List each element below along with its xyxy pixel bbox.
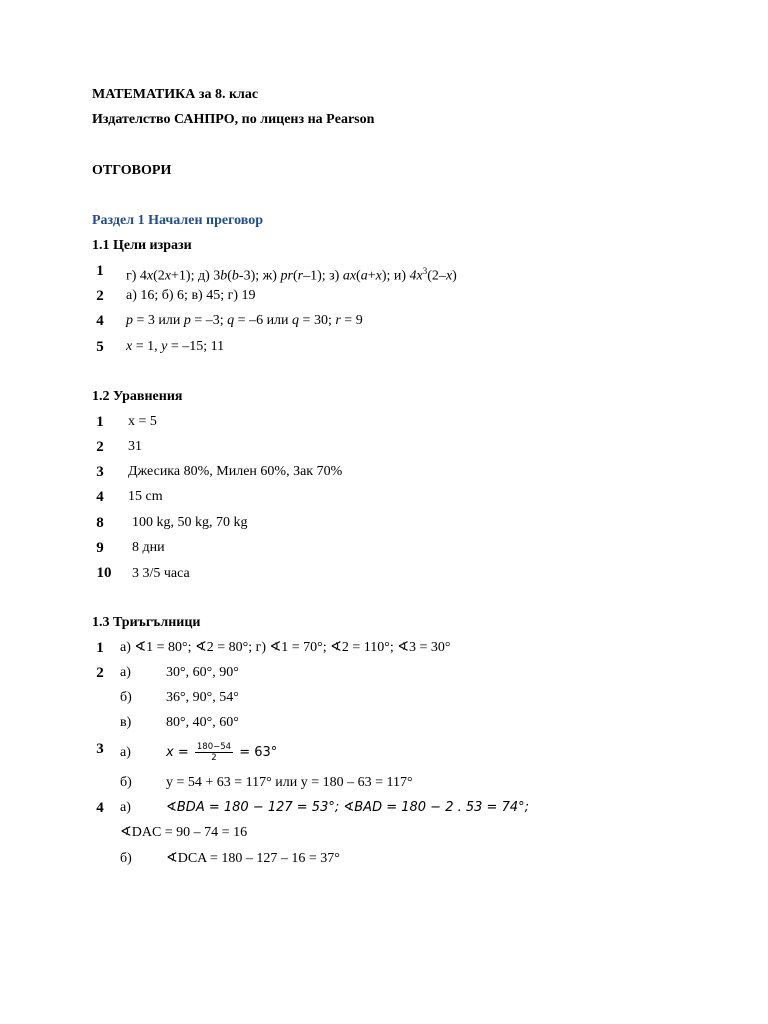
sub-label: б) <box>120 775 132 790</box>
answer-number: 4 <box>96 800 104 816</box>
answer-text: ∢BDA = 180 − 127 = 53°; ∢BAD = 180 − 2 . 53 = 74°; <box>166 800 529 815</box>
answer-number: 3 <box>96 464 104 480</box>
answer-text: ∢DAC = 90 – 74 = 16 <box>120 825 248 840</box>
sub-label: в) <box>120 715 132 730</box>
subsection-1-1-heading: 1.1 Цели изрази <box>92 238 192 253</box>
answer-number: 10 <box>96 565 112 581</box>
answer-number: 1 <box>96 263 104 279</box>
answer-number: 2 <box>96 288 104 304</box>
answer-number: 4 <box>96 489 104 505</box>
answer-text: Джесика 80%, Милен 60%, Зак 70% <box>128 464 343 479</box>
doc-title: МАТЕМАТИКА за 8. клас <box>92 87 259 102</box>
fraction: $\frac{180-54}{2}$ <box>196 742 232 763</box>
sub-label: а) <box>120 665 131 680</box>
answer-number: 5 <box>96 339 104 355</box>
sub-label: б) <box>120 851 132 866</box>
answer-number: 2 <box>96 665 104 681</box>
answer-text: 3 3/5 часа <box>132 566 190 581</box>
answer-number: 8 <box>96 515 104 531</box>
answer-text: а) ∢1 = 80°; ∢2 = 80°; г) ∢1 = 70°; ∢2 = 110°; ∢3 = 30° <box>120 640 451 655</box>
answer-number: 2 <box>96 439 104 455</box>
section-1-title: Раздел 1 Начален преговор <box>92 213 264 228</box>
answer-text: 36°, 90°, 54° <box>166 690 239 705</box>
answer-text: 31 <box>128 439 142 454</box>
answer-number: 1 <box>96 414 104 430</box>
answer-text: 100 kg, 50 kg, 70 kg <box>132 515 248 530</box>
sub-label: а) <box>120 745 131 760</box>
subsection-1-2-heading: 1.2 Уравнения <box>92 389 183 404</box>
fraction-formula: x = $\frac{180-54}{2}$ = 63° <box>166 742 278 763</box>
answer-text: x = 5 <box>128 414 157 429</box>
answers-heading: ОТГОВОРИ <box>92 163 172 178</box>
answer-text: y = 54 + 63 = 117° или y = 180 – 63 = 117° <box>166 775 413 790</box>
subsection-1-3-heading: 1.3 Триъгълници <box>92 615 201 630</box>
answer-text: а) 16; б) 6; в) 45; г) 19 <box>126 288 256 303</box>
answer-text: x = 1, y = –15; 11 <box>126 339 225 354</box>
sub-label: б) <box>120 690 132 705</box>
answer-text: ∢DCA = 180 – 127 – 16 = 37° <box>166 851 340 866</box>
answer-number: 9 <box>96 540 104 556</box>
answer-text: 15 cm <box>128 489 163 504</box>
publisher-line: Издателство САНПРО, по лиценз на Pearson <box>92 112 375 127</box>
answer-number: 1 <box>96 640 104 656</box>
answer-text: г) 4x(2x+1); д) 3b(b-3); ж) pr(r–1); з) ax(a+x); и) $4x^3(2-x)$ <box>126 266 457 284</box>
answer-text: 30°, 60°, 90° <box>166 665 239 680</box>
answer-text: 80°, 40°, 60° <box>166 715 239 730</box>
answer-number: 4 <box>96 313 104 329</box>
answer-text: 8 дни <box>132 540 165 555</box>
answer-text: p = 3 или p = –3; q = –6 или q = 30; r = 9 <box>126 313 363 328</box>
answer-number: 3 <box>96 741 104 757</box>
sub-label: а) <box>120 800 131 815</box>
